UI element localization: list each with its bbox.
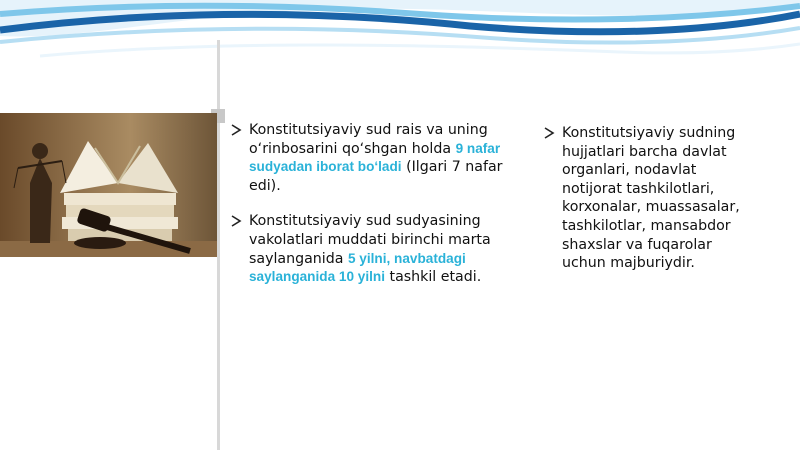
left-bullet-2-text: Konstitutsiyaviy sud sudyasining vakolatlari muddati birinchi marta saylanganida [249, 213, 491, 267]
justice-photo [0, 113, 217, 257]
left-text-column [230, 121, 505, 304]
left-bullet-2-highlight: 5 yilni, navbatdagi saylanganida 10 yilni [249, 250, 466, 285]
arrow-bullet-icon [543, 127, 555, 139]
left-bullet-1-highlight: 9 nafar sudyadan iborat bo‘ladi [249, 140, 501, 175]
left-bullet-1-tail: (Ilgari 7 nafar edi). [249, 159, 503, 194]
right-text-column [543, 124, 743, 290]
left-bullet-2-tail: tashkil etadi. [385, 269, 482, 286]
right-bullet-1-text: Konstitutsiyaviy sudning hujjatlari barcha davlat organlari, nodavlat notijorat tashkilotlari, korxonalar, muassasalar, tashkilotlar, mansabdor shaxslar va fuqarolar uchun majburiydir. [562, 125, 740, 272]
arrow-bullet-icon [230, 215, 242, 227]
left-bullet-1-text: Konstitutsiyaviy sud rais va uning o‘rinbosarini qo‘shgan holda [249, 122, 488, 157]
arrow-bullet-icon [230, 124, 242, 136]
left-bullet-2 [230, 212, 505, 286]
header-wave-decoration [0, 0, 800, 90]
left-bullet-1 [230, 121, 505, 195]
right-bullet-1 [543, 124, 743, 273]
vertical-divider [217, 40, 220, 450]
